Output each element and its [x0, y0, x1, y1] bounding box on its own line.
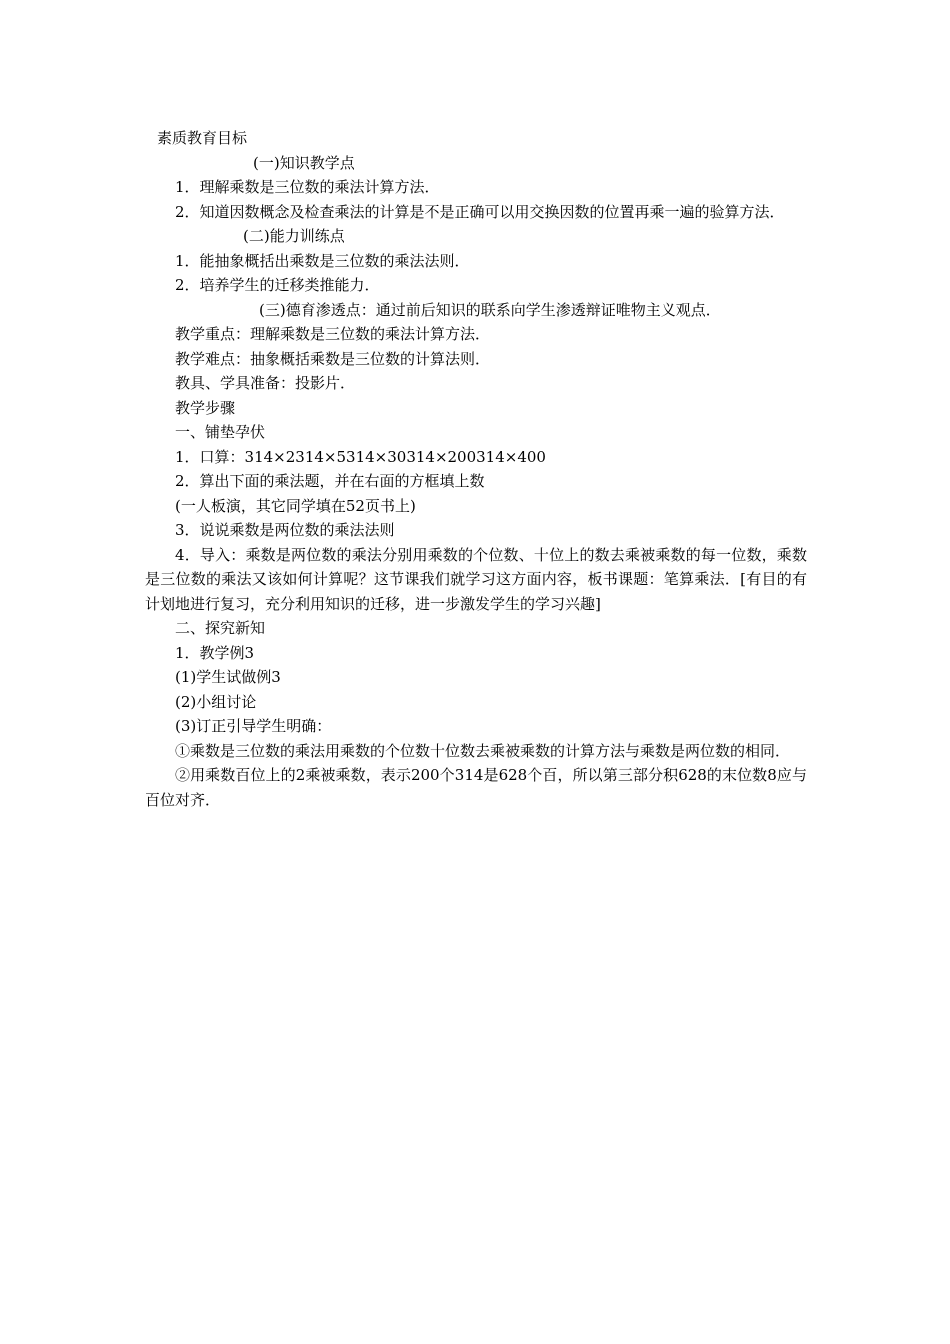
section-heading-review: 一、铺垫孕伏	[175, 423, 266, 441]
paragraph: 1．理解乘数是三位数的乘法计算方法．	[175, 178, 440, 196]
paragraph: (一人板演，其它同学填在52页书上)	[175, 496, 416, 515]
paragraph: 3．说说乘数是两位数的乘法法则	[175, 521, 395, 539]
paragraph: 教学重点：理解乘数是三位数的乘法计算方法．	[175, 325, 491, 343]
section-heading-ability: (二)能力训练点	[243, 227, 345, 245]
paragraph: 2．培养学生的迁移类推能力．	[175, 276, 380, 294]
paragraph: ②用乘数百位上的2乘被乘数，表示200个314是628个百，所以第三部分积628的末位数8应与百位对齐．	[145, 766, 807, 809]
paragraph: 1．能抽象概括出乘数是三位数的乘法法则．	[175, 251, 470, 270]
section-heading-moral: (三)德育渗透点：通过前后知识的联系向学生渗透辩证唯物主义观点．	[259, 300, 721, 319]
document-body	[145, 126, 807, 812]
section-heading-steps: 教学步骤	[175, 398, 236, 417]
paragraph: 1．教学例3	[175, 643, 255, 662]
paragraph: (3)订正引导学生明确：	[175, 717, 332, 735]
paragraph: 1．口算：314×2314×5314×30314×200314×400	[175, 447, 546, 466]
document-title: 素质教育目标	[157, 129, 248, 147]
paragraph: 教具、学具准备：投影片．	[175, 374, 356, 392]
paragraph: 2．知道因数概念及检查乘法的计算是不是正确可以用交换因数的位置再乘一遍的验算方法．	[175, 202, 785, 221]
section-heading-explore: 二、探究新知	[175, 619, 266, 637]
paragraph: ①乘数是三位数的乘法用乘数的个位数十位数去乘被乘数的计算方法与乘数是两位数的相同．	[175, 741, 791, 760]
paragraph: 4．导入：乘数是两位数的乘法分别用乘数的个位数、十位上的数去乘被乘数的每一位数，乘数是三位数的乘法又该如何计算呢？这节课我们就学习这方面内容，板书课题：笔算乘法．[有目的有计划地进行复习，充分利用知识的迁移，进一步激发学生的学习兴趣]	[145, 545, 807, 613]
section-heading-knowledge: (一)知识教学点	[253, 153, 355, 172]
paragraph: 2．算出下面的乘法题，并在右面的方框填上数	[175, 472, 485, 490]
paragraph: (2)小组讨论	[175, 692, 257, 711]
paragraph: 教学难点：抽象概括乘数是三位数的计算法则．	[175, 349, 491, 368]
paragraph: (1)学生试做例3	[175, 668, 281, 686]
